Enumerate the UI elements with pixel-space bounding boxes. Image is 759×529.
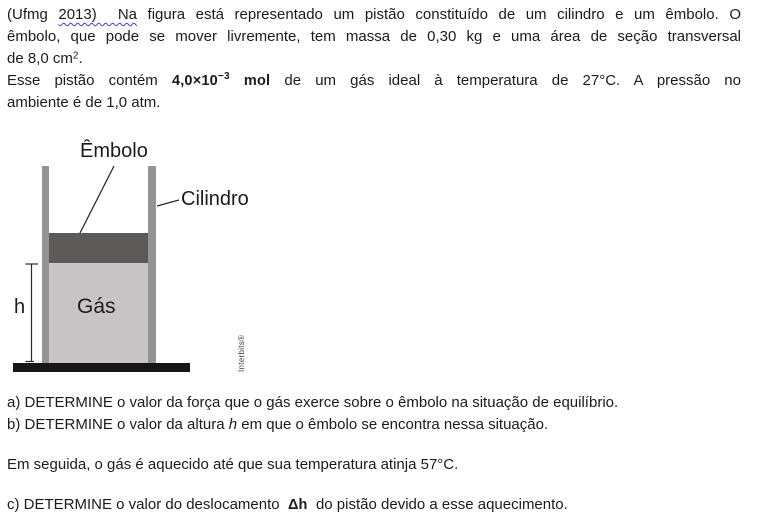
question-a-segment: a) DETERMINE o valor da força que o gás exerce sobre o êmbolo na situação de equilíbrio.: [7, 394, 619, 411]
cilindro-label: Cilindro: [181, 188, 249, 210]
watermark-interbits: Interbits®: [237, 334, 246, 372]
question-b-segment: h: [228, 416, 238, 433]
heating-statement-segment: Em seguida, o gás é aquecido até que sua temperatura atinja 57°C.: [7, 456, 459, 473]
intro-line-2: [7, 26, 741, 48]
cylinder-wall-right: [148, 166, 156, 363]
intro-line-1: [7, 4, 741, 26]
height-label: h: [14, 296, 26, 318]
intro-line-4: [7, 70, 741, 92]
embolo-pointer-line: [79, 166, 114, 235]
intro-line-3-segment: .: [78, 50, 83, 67]
gas-label: Gás: [77, 295, 116, 318]
question-b-segment: em que o êmbolo se encontra nessa situação.: [237, 416, 549, 433]
intro-line-5-segment: ambiente é de 1,0 atm.: [7, 94, 161, 111]
intro-line-4-segment: 4,0×10: [171, 73, 218, 89]
heating-statement: [7, 454, 741, 476]
question-b-segment: b) DETERMINE o valor da altura: [7, 416, 229, 433]
intro-line-4-segment: de um gás ideal à temperatura de 27°C. A pressão no: [270, 72, 741, 89]
cilindro-pointer-line: [157, 200, 179, 206]
question-c-segment: do pistão devido a esse aquecimento.: [307, 496, 568, 513]
paragraph-gap: [7, 436, 741, 454]
intro-paragraphs: [7, 4, 741, 114]
intro-line-4-segment: mol: [229, 73, 271, 89]
intro-line-5: [7, 92, 741, 114]
question-c: [7, 494, 741, 516]
embolo-label: Êmbolo: [80, 140, 148, 162]
intro-line-1-segment: (Ufmg: [7, 6, 59, 23]
intro-line-1-segment: 2013) Na: [58, 6, 137, 23]
intro-line-3-segment: de 8,0 cm: [7, 50, 73, 67]
intro-line-4-segment: −3: [217, 71, 230, 82]
question-a: [7, 392, 741, 414]
piston-figure: [0, 140, 262, 380]
intro-line-3: [7, 48, 741, 70]
questions-block: [7, 392, 741, 516]
piston-rect: [49, 233, 148, 263]
intro-line-2-segment: êmbolo, que pode se mover livremente, tem massa de 0,30 kg e uma área de seção transversal: [7, 28, 741, 45]
intro-line-1-segment: figura está representado um pistão constituído de um cilindro e um êmbolo. O: [137, 6, 741, 23]
question-b: [7, 414, 741, 436]
paragraph-gap: [7, 476, 741, 494]
cylinder-wall-left: [42, 166, 49, 363]
base-rect: [13, 363, 190, 372]
question-c-segment: Δh: [287, 497, 308, 513]
intro-line-3-segment: 2: [72, 50, 79, 62]
question-c-segment: c) DETERMINE o valor do deslocamento: [7, 496, 288, 513]
intro-line-4-segment: Esse pistão contém: [7, 72, 172, 89]
